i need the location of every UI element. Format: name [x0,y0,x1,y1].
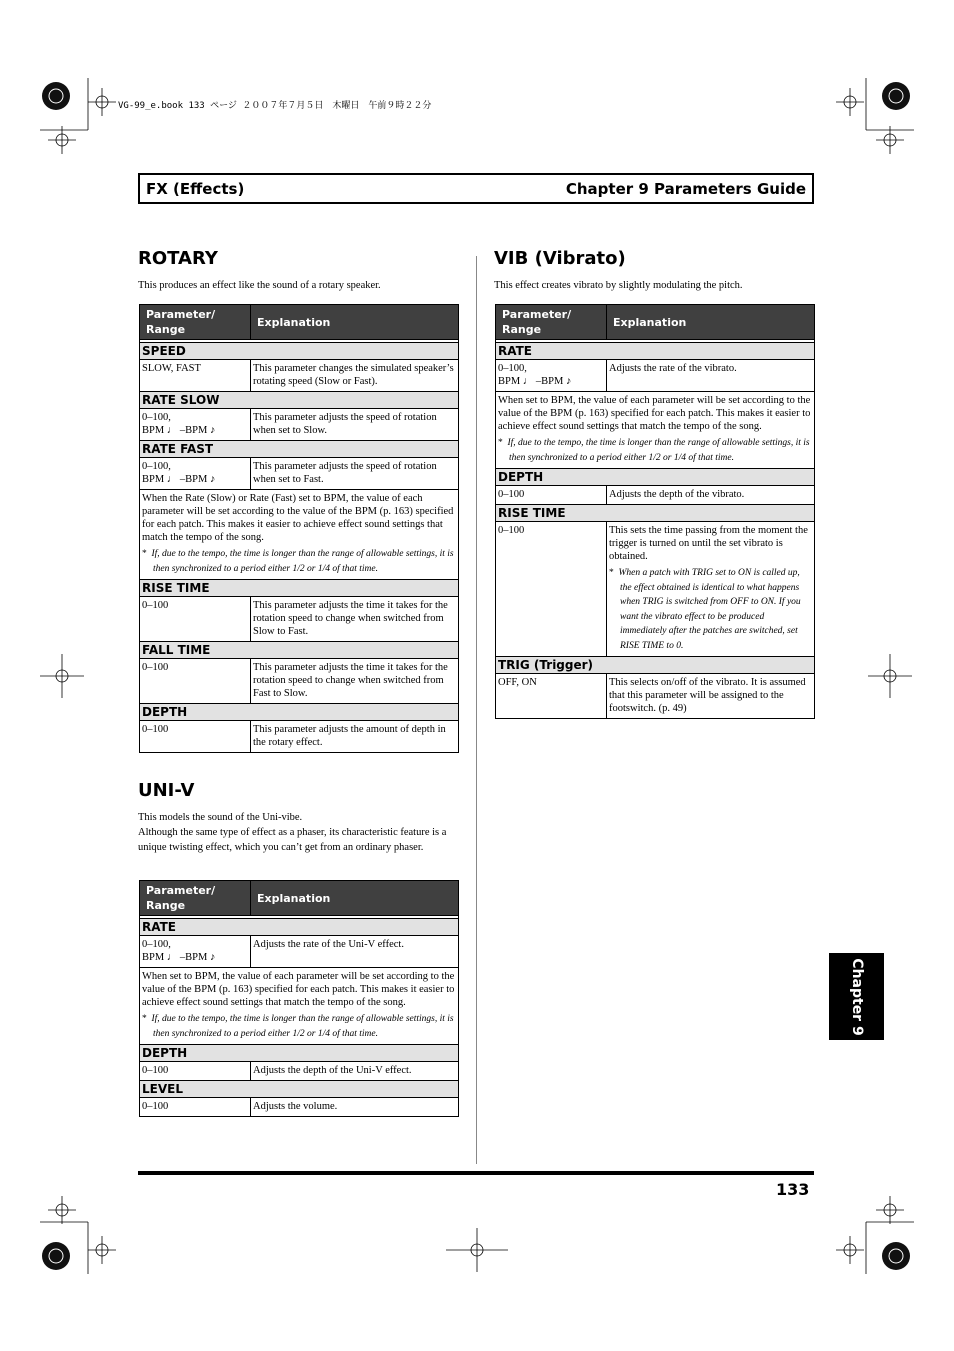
param-name: FALL TIME [140,642,459,659]
col-header-parameter: Parameter/ Range [496,305,607,340]
footer-rule [138,1171,814,1175]
univ-intro: This models the sound of the Uni-vibe. Although the same type of effect as a phaser, its characteristic feature is a unique twisting effect, which you can’t get from an ordinary phaser. [138,812,447,853]
param-range: 0–100 [140,721,251,753]
param-name: RISE TIME [496,505,815,522]
param-name: TRIG (Trigger) [496,657,815,674]
col-header-parameter: Parameter/ Range [140,305,251,340]
chapter-tab-label: Chapter 9 [848,957,865,1036]
footnote: * If, due to the tempo, the time is longer than the range of allowable settings, it is then synchronized to a period either 1/2 or 1/4 of that time. [142,1014,454,1039]
param-name: RATE [140,919,459,936]
param-name: LEVEL [140,1081,459,1098]
param-range: 0–100 [496,522,607,657]
page-number: 133 [776,1180,810,1199]
univ-title: UNI-V [138,780,195,801]
rotary-table [139,304,459,753]
vib-title: VIB (Vibrato) [494,248,626,269]
col-header-explanation: Explanation [607,305,815,340]
param-range: 0–100, BPM ♩ –BPM ♪ [140,458,251,490]
param-range: 0–100, BPM ♩ –BPM ♪ [140,409,251,441]
param-explanation: This parameter adjusts the time it takes for the rotation speed to change when switched from Slow to Fast. [251,597,459,642]
footnote: * If, due to the tempo, the time is longer than the range of allowable settings, it is then synchronized to a period either 1/2 or 1/4 of that time. [498,438,810,463]
param-name: SPEED [140,343,459,360]
param-range: 0–100 [496,486,607,505]
rotary-title: ROTARY [138,248,218,269]
param-explanation: Adjusts the rate of the vibrato. [607,360,815,392]
vib-intro: This effect creates vibrato by slightly modulating the pitch. [494,280,743,291]
col-header-parameter: Parameter/ Range [140,881,251,916]
param-name: RATE FAST [140,441,459,458]
param-explanation: Adjusts the depth of the Uni-V effect. [251,1062,459,1081]
footnote: * If, due to the tempo, the time is longer than the range of allowable settings, it is then synchronized to a period either 1/2 or 1/4 of that time. [142,549,454,574]
param-range: 0–100, BPM ♩ –BPM ♪ [496,360,607,392]
param-explanation: This selects on/off of the vibrato. It is assumed that this parameter will be assigned to the footswitch. (p. 49) [607,674,815,719]
footnote: * When a patch with TRIG set to ON is called up, the effect obtained is identical to what happens when TRIG is switched from OFF to ON. If you want the vibrato effect to be produced immediately after the patches are switched, set RISE TIME to 0. [609,568,801,651]
param-explanation: Adjusts the depth of the vibrato. [607,486,815,505]
rotary-intro: This produces an effect like the sound of a rotary speaker. [138,280,381,291]
param-range: 0–100 [140,659,251,704]
param-range: 0–100, BPM ♩ –BPM ♪ [140,936,251,968]
param-explanation: This parameter adjusts the amount of depth in the rotary effect. [251,721,459,753]
param-range: SLOW, FAST [140,360,251,392]
param-range: 0–100 [140,1062,251,1081]
param-range: OFF, ON [496,674,607,719]
bpm-note: When the Rate (Slow) or Rate (Fast) set to BPM, the value of each parameter will be set according to the value of the BPM (p. 163) specified for each patch. This makes it easier to achieve effect sound settings that match the tempo of the song. * If, due to the tempo, the time is longer than the range of allowable settings, it is then synchronized to a period either 1/2 or 1/4 of that time. [140,490,459,580]
header-section: FX (Effects) [146,180,245,198]
param-name: RISE TIME [140,580,459,597]
running-header [138,173,814,204]
univ-table [139,880,459,1117]
param-name: DEPTH [140,704,459,721]
col-header-explanation: Explanation [251,881,459,916]
bpm-note: When set to BPM, the value of each parameter will be set according to the value of the BPM (p. 163) specified for each patch. This makes it easier to achieve effect sound settings that match the tempo of the song. * If, due to the tempo, the time is longer than the range of allowable settings, it is then synchronized to a period either 1/2 or 1/4 of that time. [496,392,815,469]
param-range: 0–100 [140,597,251,642]
param-name: DEPTH [496,469,815,486]
param-explanation: Adjusts the volume. [251,1098,459,1117]
param-explanation: Adjusts the rate of the Uni-V effect. [251,936,459,968]
param-name: RATE SLOW [140,392,459,409]
header-chapter: Chapter 9 Parameters Guide [565,180,806,198]
param-explanation: This parameter adjusts the time it takes for the rotation speed to change when switched from Fast to Slow. [251,659,459,704]
col-header-explanation: Explanation [251,305,459,340]
bpm-note: When set to BPM, the value of each parameter will be set according to the value of the BPM (p. 163) specified for each patch. This makes it easier to achieve effect sound settings that match the tempo of the song. * If, due to the tempo, the time is longer than the range of allowable settings, it is then synchronized to a period either 1/2 or 1/4 of that time. [140,968,459,1045]
param-explanation: This parameter adjusts the speed of rotation when set to Fast. [251,458,459,490]
param-name: DEPTH [140,1045,459,1062]
param-explanation: This parameter changes the simulated speaker’s rotating speed (Slow or Fast). [251,360,459,392]
param-name: RATE [496,343,815,360]
chapter-tab [829,953,884,1040]
param-explanation: This parameter adjusts the speed of rotation when set to Slow. [251,409,459,441]
vib-table [495,304,815,719]
param-explanation: This sets the time passing from the moment the trigger is turned on until the set vibrato is obtained. * When a patch with TRIG set to ON is called up, the effect obtained is identical to what happens when TRIG is switched from OFF to ON. If you want the vibrato effect to be produced immediately after the patches are switched, set RISE TIME to 0. [607,522,815,657]
print-info: VG-99_e.book 133 ページ ２００７年７月５日 木曜日 午前９時２２分 [118,101,432,111]
column-divider [476,256,477,1164]
param-range: 0–100 [140,1098,251,1117]
